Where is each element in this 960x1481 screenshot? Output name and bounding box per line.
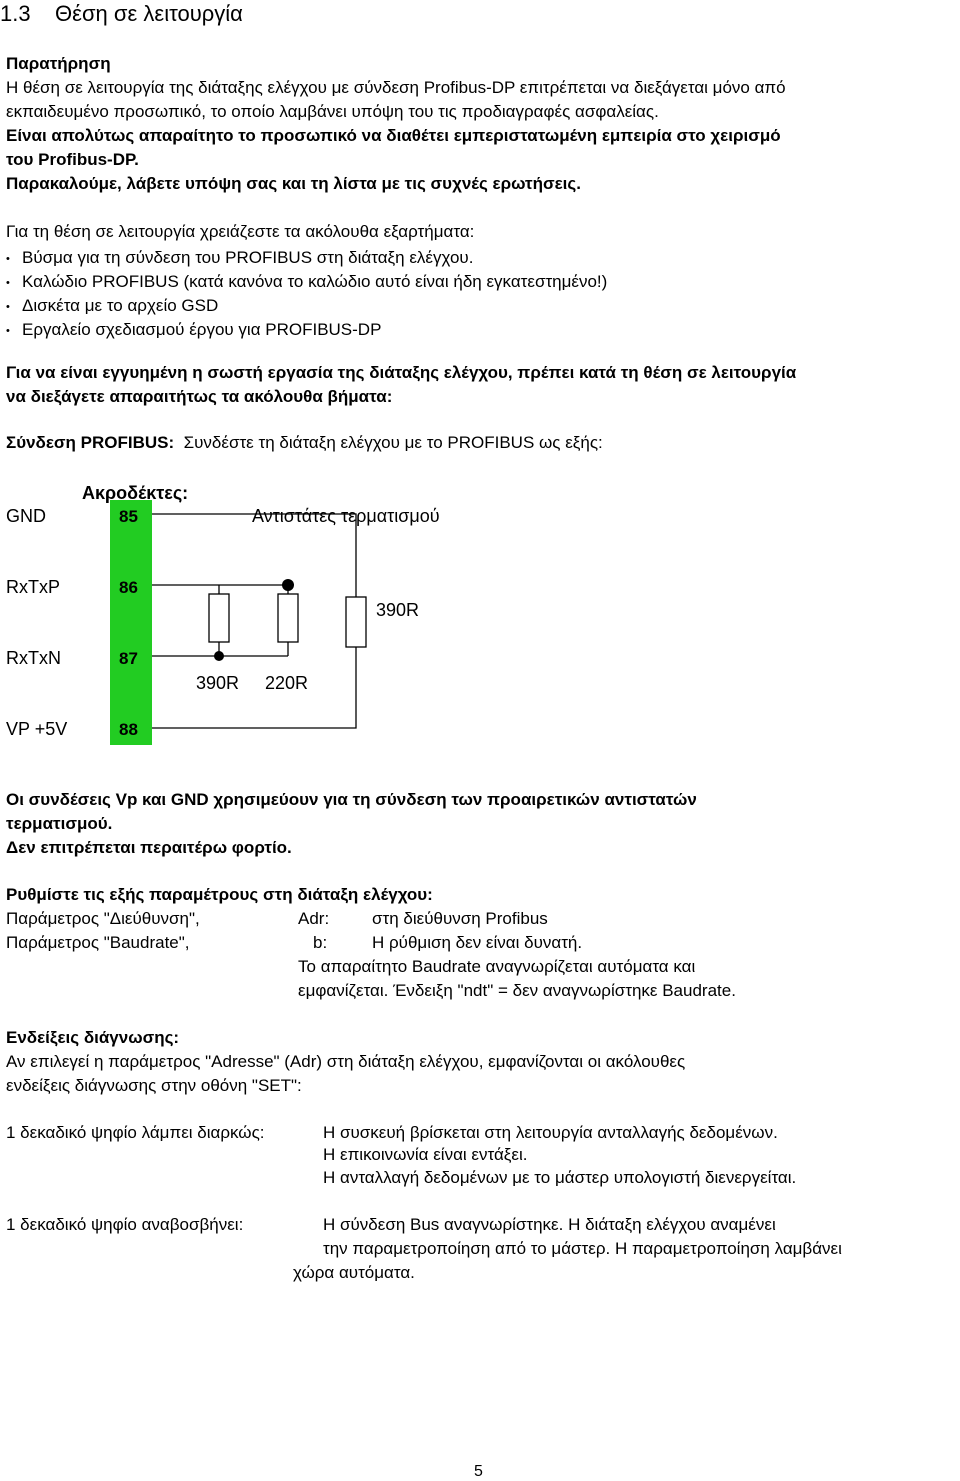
list-item: • Εργαλείο σχεδιασμού έργου για PROFIBUS-DP bbox=[6, 318, 607, 342]
diag-title: Ενδείξεις διάγνωσης: bbox=[6, 1028, 180, 1047]
param-baudrate-cont-1: Το απαραίτητο Baudrate αναγνωρίζεται αυτόματα και bbox=[298, 957, 696, 976]
list-item: • Καλώδιο PROFIBUS (κατά κανόνα το καλώδιο αυτό είναι ήδη εγκατεστημένο!) bbox=[6, 270, 607, 294]
terminal-88: 88 bbox=[119, 720, 138, 739]
resistor-label-220r: 220R bbox=[265, 673, 309, 693]
requirements-intro: Για τη θέση σε λειτουργία χρειάζεστε τα ακόλουθα εξαρτήματα: bbox=[6, 222, 475, 241]
param-address-desc: στη διεύθυνση Profibus bbox=[372, 909, 548, 928]
params-title: Ρυθμίστε τις εξής παραμέτρους στη διάταξη ελέγχου: bbox=[6, 885, 433, 904]
resistor-390r-left bbox=[209, 594, 229, 642]
terminal-86: 86 bbox=[119, 578, 138, 597]
diag-line-1: Αν επιλεγεί η παράμετρος "Adresse" (Adr) στη διάταξη ελέγχου, εμφανίζονται οι ακόλουθες bbox=[6, 1052, 686, 1071]
param-address-code: Adr: bbox=[298, 909, 330, 928]
param-baudrate-desc: Η ρύθμιση δεν είναι δυνατή. bbox=[372, 933, 583, 952]
steps-intro-line-1: Για να είναι εγγυημένη η σωστή εργασία της διάταξης ελέγχου, πρέπει κατά τη θέση σε λειτουργία bbox=[6, 363, 797, 382]
signal-rxtxp: RxTxP bbox=[6, 577, 60, 597]
section-heading bbox=[0, 3, 243, 25]
bullet: • bbox=[6, 253, 10, 265]
diag-blink-3: χώρα αυτόματα. bbox=[293, 1263, 415, 1282]
param-baudrate-cont-2: εμφανίζεται. Ένδειξη "ndt" = δεν αναγνωρίστηκε Baudrate. bbox=[298, 981, 736, 1000]
param-baudrate-code: b: bbox=[313, 933, 328, 952]
section-number: 1.3 bbox=[0, 1, 31, 26]
bullet: • bbox=[6, 277, 10, 289]
diag-lit-label: 1 δεκαδικό ψηφίο λάμπει διαρκώς: bbox=[6, 1123, 265, 1142]
note-title: Παρατήρηση bbox=[6, 54, 111, 73]
wire-vp bbox=[152, 647, 356, 728]
signal-gnd: GND bbox=[6, 506, 46, 526]
note-line-3: Είναι απολύτως απαραίτητο το προσωπικό να διαθέτει εμπεριστατωμένη εμπειρία στο χειρισμό bbox=[6, 126, 781, 145]
note-line-4: του Profibus-DP. bbox=[6, 150, 139, 169]
terminal-block bbox=[110, 500, 152, 745]
vp-note-line-2: τερματισμού. bbox=[6, 814, 113, 833]
wiring-diagram bbox=[0, 470, 960, 770]
connection-line bbox=[6, 434, 603, 451]
terminals-title: Ακροδέκτες: bbox=[82, 483, 189, 503]
resistor-390r-right bbox=[346, 597, 366, 647]
note-line-1: Η θέση σε λειτουργία της διάταξης ελέγχου με σύνδεση Profibus-DP επιτρέπεται να διεξάγεται μόνο από bbox=[6, 78, 786, 97]
param-baudrate-name: Παράμετρος "Baudrate", bbox=[6, 933, 190, 952]
resistor-label-390r-left: 390R bbox=[196, 673, 240, 693]
vp-note-line-1: Οι συνδέσεις Vp και GND χρησιμεύουν για τη σύνδεση των προαιρετικών αντιστατών bbox=[6, 790, 697, 809]
note-line-2: εκπαιδευμένο προσωπικό, το οποίο λαμβάνει υπόψη του τις προδιαγραφές ασφαλείας. bbox=[6, 102, 659, 121]
wires bbox=[152, 514, 356, 728]
diag-lit-3: Η ανταλλαγή δεδομένων με το μάστερ υπολογιστή διενεργείται. bbox=[323, 1168, 797, 1187]
diag-line-2: ενδείξεις διάγνωσης στην οθόνη "SET": bbox=[6, 1076, 302, 1095]
bullet: • bbox=[6, 325, 10, 337]
diag-blink-1: Η σύνδεση Bus αναγνωρίστηκε. Η διάταξη ελέγχου αναμένει bbox=[323, 1215, 776, 1234]
connection-text: Συνδέστε τη διάταξη ελέγχου με το PROFIBUS ως εξής: bbox=[183, 433, 603, 452]
signal-rxtxn: RxTxN bbox=[6, 648, 61, 668]
vp-note-line-3: Δεν επιτρέπεται περαιτέρω φορτίο. bbox=[6, 838, 292, 857]
section-title: Θέση σε λειτουργία bbox=[55, 1, 243, 26]
terminal-85: 85 bbox=[119, 507, 138, 526]
note-line-5: Παρακαλούμε, λάβετε υπόψη σας και τη λίστα με τις συχνές ερωτήσεις. bbox=[6, 174, 581, 193]
list-item: • Δισκέτα με το αρχείο GSD bbox=[6, 294, 607, 318]
steps-intro-line-2: να διεξάγετε απαραιτήτως τα ακόλουθα βήματα: bbox=[6, 387, 393, 406]
diag-blink-label: 1 δεκαδικό ψηφίο αναβοσβήνει: bbox=[6, 1215, 244, 1234]
page-number: 5 bbox=[474, 1463, 483, 1480]
resistor-220r bbox=[278, 594, 298, 642]
diag-lit-2: Η επικοινωνία είναι εντάξει. bbox=[323, 1145, 528, 1164]
terminal-87: 87 bbox=[119, 649, 138, 668]
junction-dot bbox=[214, 651, 224, 661]
param-address-name: Παράμετρος "Διεύθυνση", bbox=[6, 909, 200, 928]
diag-blink-2: την παραμετροποίηση από το μάστερ. Η παραμετροποίηση λαμβάνει bbox=[323, 1239, 842, 1258]
bullet: • bbox=[6, 301, 10, 313]
termination-label: Αντιστάτες τερματισμού bbox=[252, 506, 440, 526]
connection-label: Σύνδεση PROFIBUS: bbox=[6, 433, 175, 452]
diag-lit-1: Η συσκευή βρίσκεται στη λειτουργία ανταλλαγής δεδομένων. bbox=[323, 1123, 778, 1142]
resistor-label-390r-right: 390R bbox=[376, 600, 420, 620]
list-item: • Βύσμα για τη σύνδεση του PROFIBUS στη διάταξη ελέγχου. bbox=[6, 246, 607, 270]
requirements-list bbox=[6, 246, 607, 342]
signal-vp: VP +5V bbox=[6, 719, 68, 739]
junction-dot bbox=[282, 579, 294, 591]
